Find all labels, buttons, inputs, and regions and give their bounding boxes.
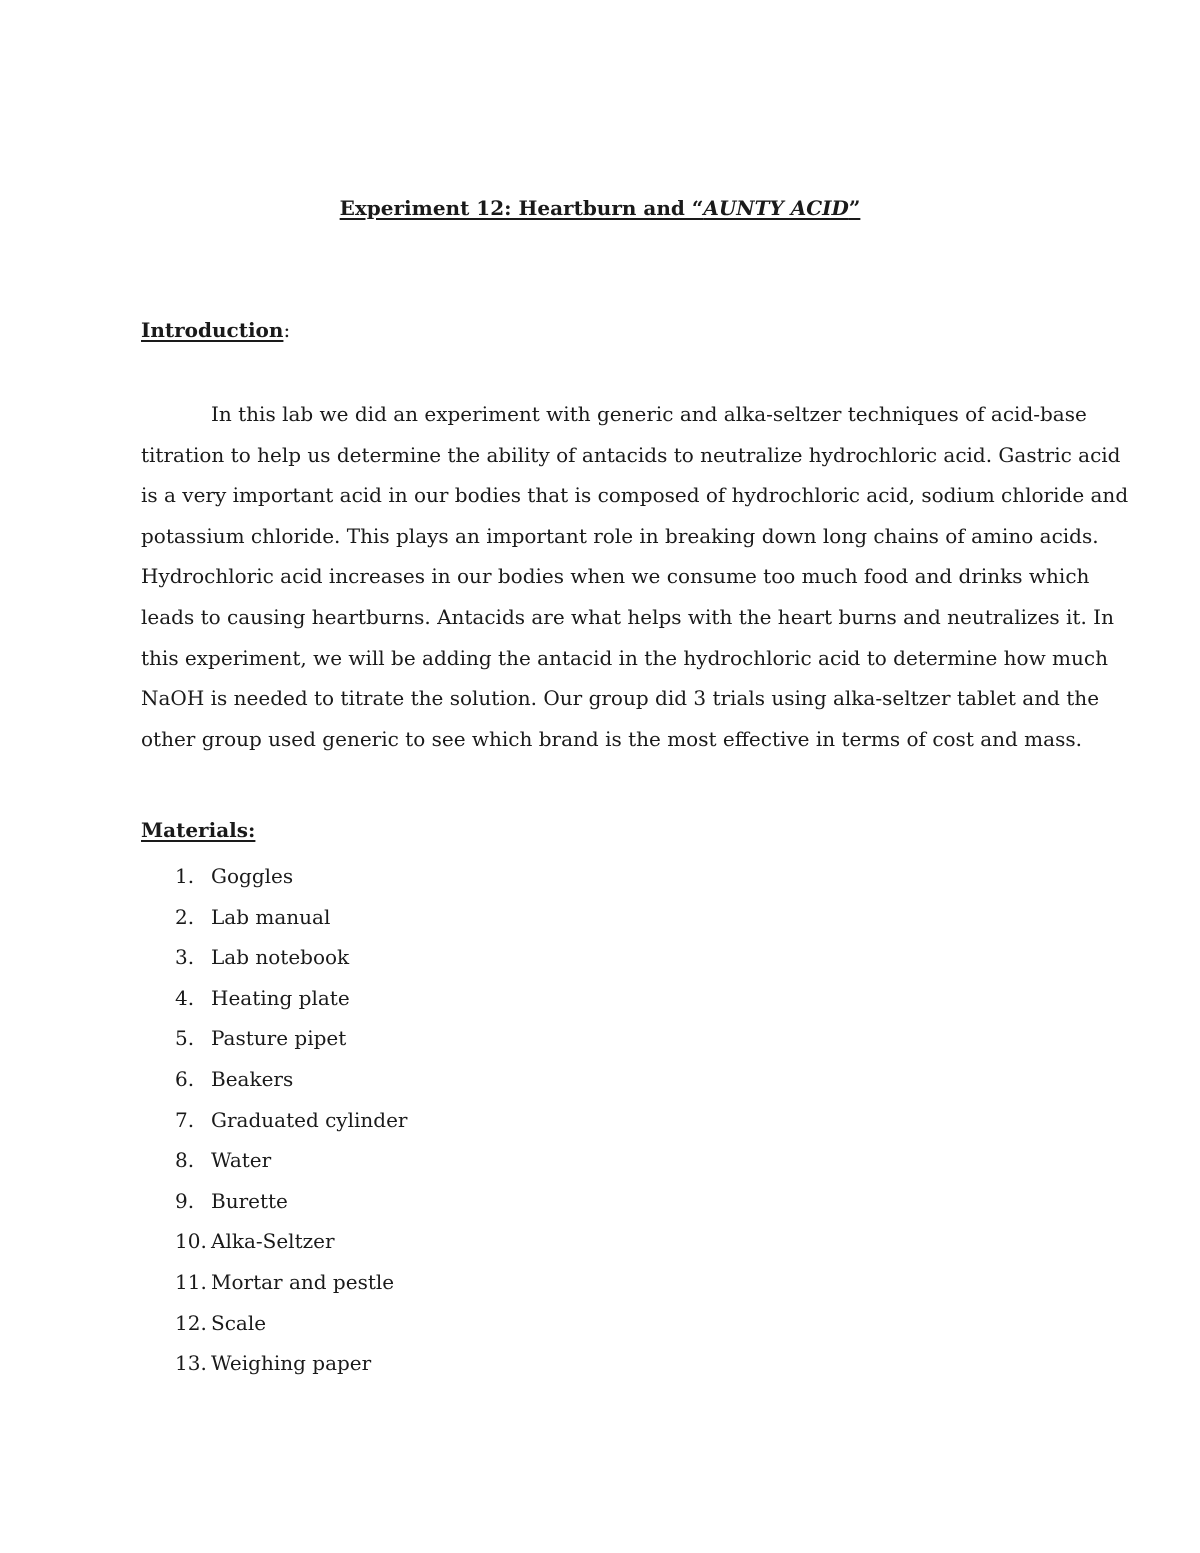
list-item-text: Graduated cylinder bbox=[211, 1107, 408, 1132]
introduction-heading bbox=[141, 318, 290, 342]
list-item-number: 10. bbox=[175, 1229, 207, 1254]
paragraph-line: potassium chloride. This plays an important role in breaking down long chains of amino acids. bbox=[141, 523, 1099, 548]
list-item bbox=[175, 1140, 407, 1181]
list-item-number: 8. bbox=[175, 1148, 195, 1173]
list-item-number: 1. bbox=[175, 864, 195, 888]
title-italic: AUNTY ACID bbox=[703, 196, 849, 220]
list-item-number: 9. bbox=[175, 1188, 195, 1213]
list-item-text: Scale bbox=[211, 1310, 267, 1335]
document-title bbox=[0, 196, 1200, 220]
list-item-text: Weighing paper bbox=[211, 1351, 372, 1376]
list-item bbox=[175, 1018, 407, 1059]
list-item-number: 7. bbox=[175, 1107, 195, 1132]
list-item-number: 5. bbox=[175, 1026, 195, 1051]
introduction-paragraph bbox=[141, 394, 1129, 759]
list-item-number: 13. bbox=[175, 1351, 207, 1376]
list-item-number: 4. bbox=[175, 985, 195, 1010]
list-item bbox=[175, 978, 407, 1019]
list-item-text: Lab notebook bbox=[211, 945, 350, 970]
list-item bbox=[175, 1303, 407, 1344]
list-item-text: Goggles bbox=[211, 864, 294, 888]
materials-list bbox=[175, 856, 407, 1384]
materials-heading-text: Materials: bbox=[141, 818, 256, 842]
introduction-heading-suffix: : bbox=[283, 318, 291, 342]
paragraph-line: leads to causing heartburns. Antacids are what helps with the heart burns and neutralizes it. In bbox=[141, 604, 1114, 629]
list-item-text: Mortar and pestle bbox=[211, 1269, 395, 1294]
list-item-number: 11. bbox=[175, 1269, 207, 1294]
list-item-number: 12. bbox=[175, 1310, 207, 1335]
paragraph-line: Hydrochloric acid increases in our bodies when we consume too much food and drinks which bbox=[141, 564, 1090, 589]
paragraph-line: other group used generic to see which brand is the most effective in terms of cost and mass. bbox=[141, 726, 1082, 751]
title-close: ” bbox=[848, 196, 861, 220]
list-item-text: Alka-Seltzer bbox=[211, 1229, 335, 1254]
list-item-text: Pasture pipet bbox=[211, 1026, 347, 1051]
paragraph-line: is a very important acid in our bodies that is composed of hydrochloric acid, sodium chloride and bbox=[141, 483, 1129, 508]
list-item bbox=[175, 856, 407, 897]
list-item-number: 2. bbox=[175, 904, 195, 929]
list-item bbox=[175, 1343, 407, 1384]
paragraph-line: this experiment, we will be adding the antacid in the hydrochloric acid to determine how much bbox=[141, 645, 1108, 670]
list-item-number: 3. bbox=[175, 945, 195, 970]
list-item bbox=[175, 897, 407, 938]
list-item bbox=[175, 937, 407, 978]
paragraph-line: titration to help us determine the ability of antacids to neutralize hydrochloric acid. Gastric acid bbox=[141, 442, 1121, 467]
title-main: Experiment 12: Heartburn and “ bbox=[339, 196, 704, 220]
list-item-number: 6. bbox=[175, 1066, 195, 1091]
paragraph-line: In this lab we did an experiment with generic and alka-seltzer techniques of acid-base bbox=[211, 402, 1087, 426]
list-item-text: Lab manual bbox=[211, 904, 331, 929]
list-item-text: Beakers bbox=[211, 1066, 294, 1091]
paragraph-line: NaOH is needed to titrate the solution. Our group did 3 trials using alka-seltzer tablet and the bbox=[141, 686, 1100, 711]
list-item bbox=[175, 1221, 407, 1262]
list-item-text: Water bbox=[211, 1148, 272, 1173]
list-item bbox=[175, 1059, 407, 1100]
list-item-text: Heating plate bbox=[211, 985, 350, 1010]
introduction-heading-text: Introduction bbox=[141, 318, 284, 342]
list-item bbox=[175, 1262, 407, 1303]
list-item bbox=[175, 1100, 407, 1141]
materials-heading bbox=[141, 818, 255, 842]
list-item bbox=[175, 1181, 407, 1222]
list-item-text: Burette bbox=[211, 1188, 288, 1213]
